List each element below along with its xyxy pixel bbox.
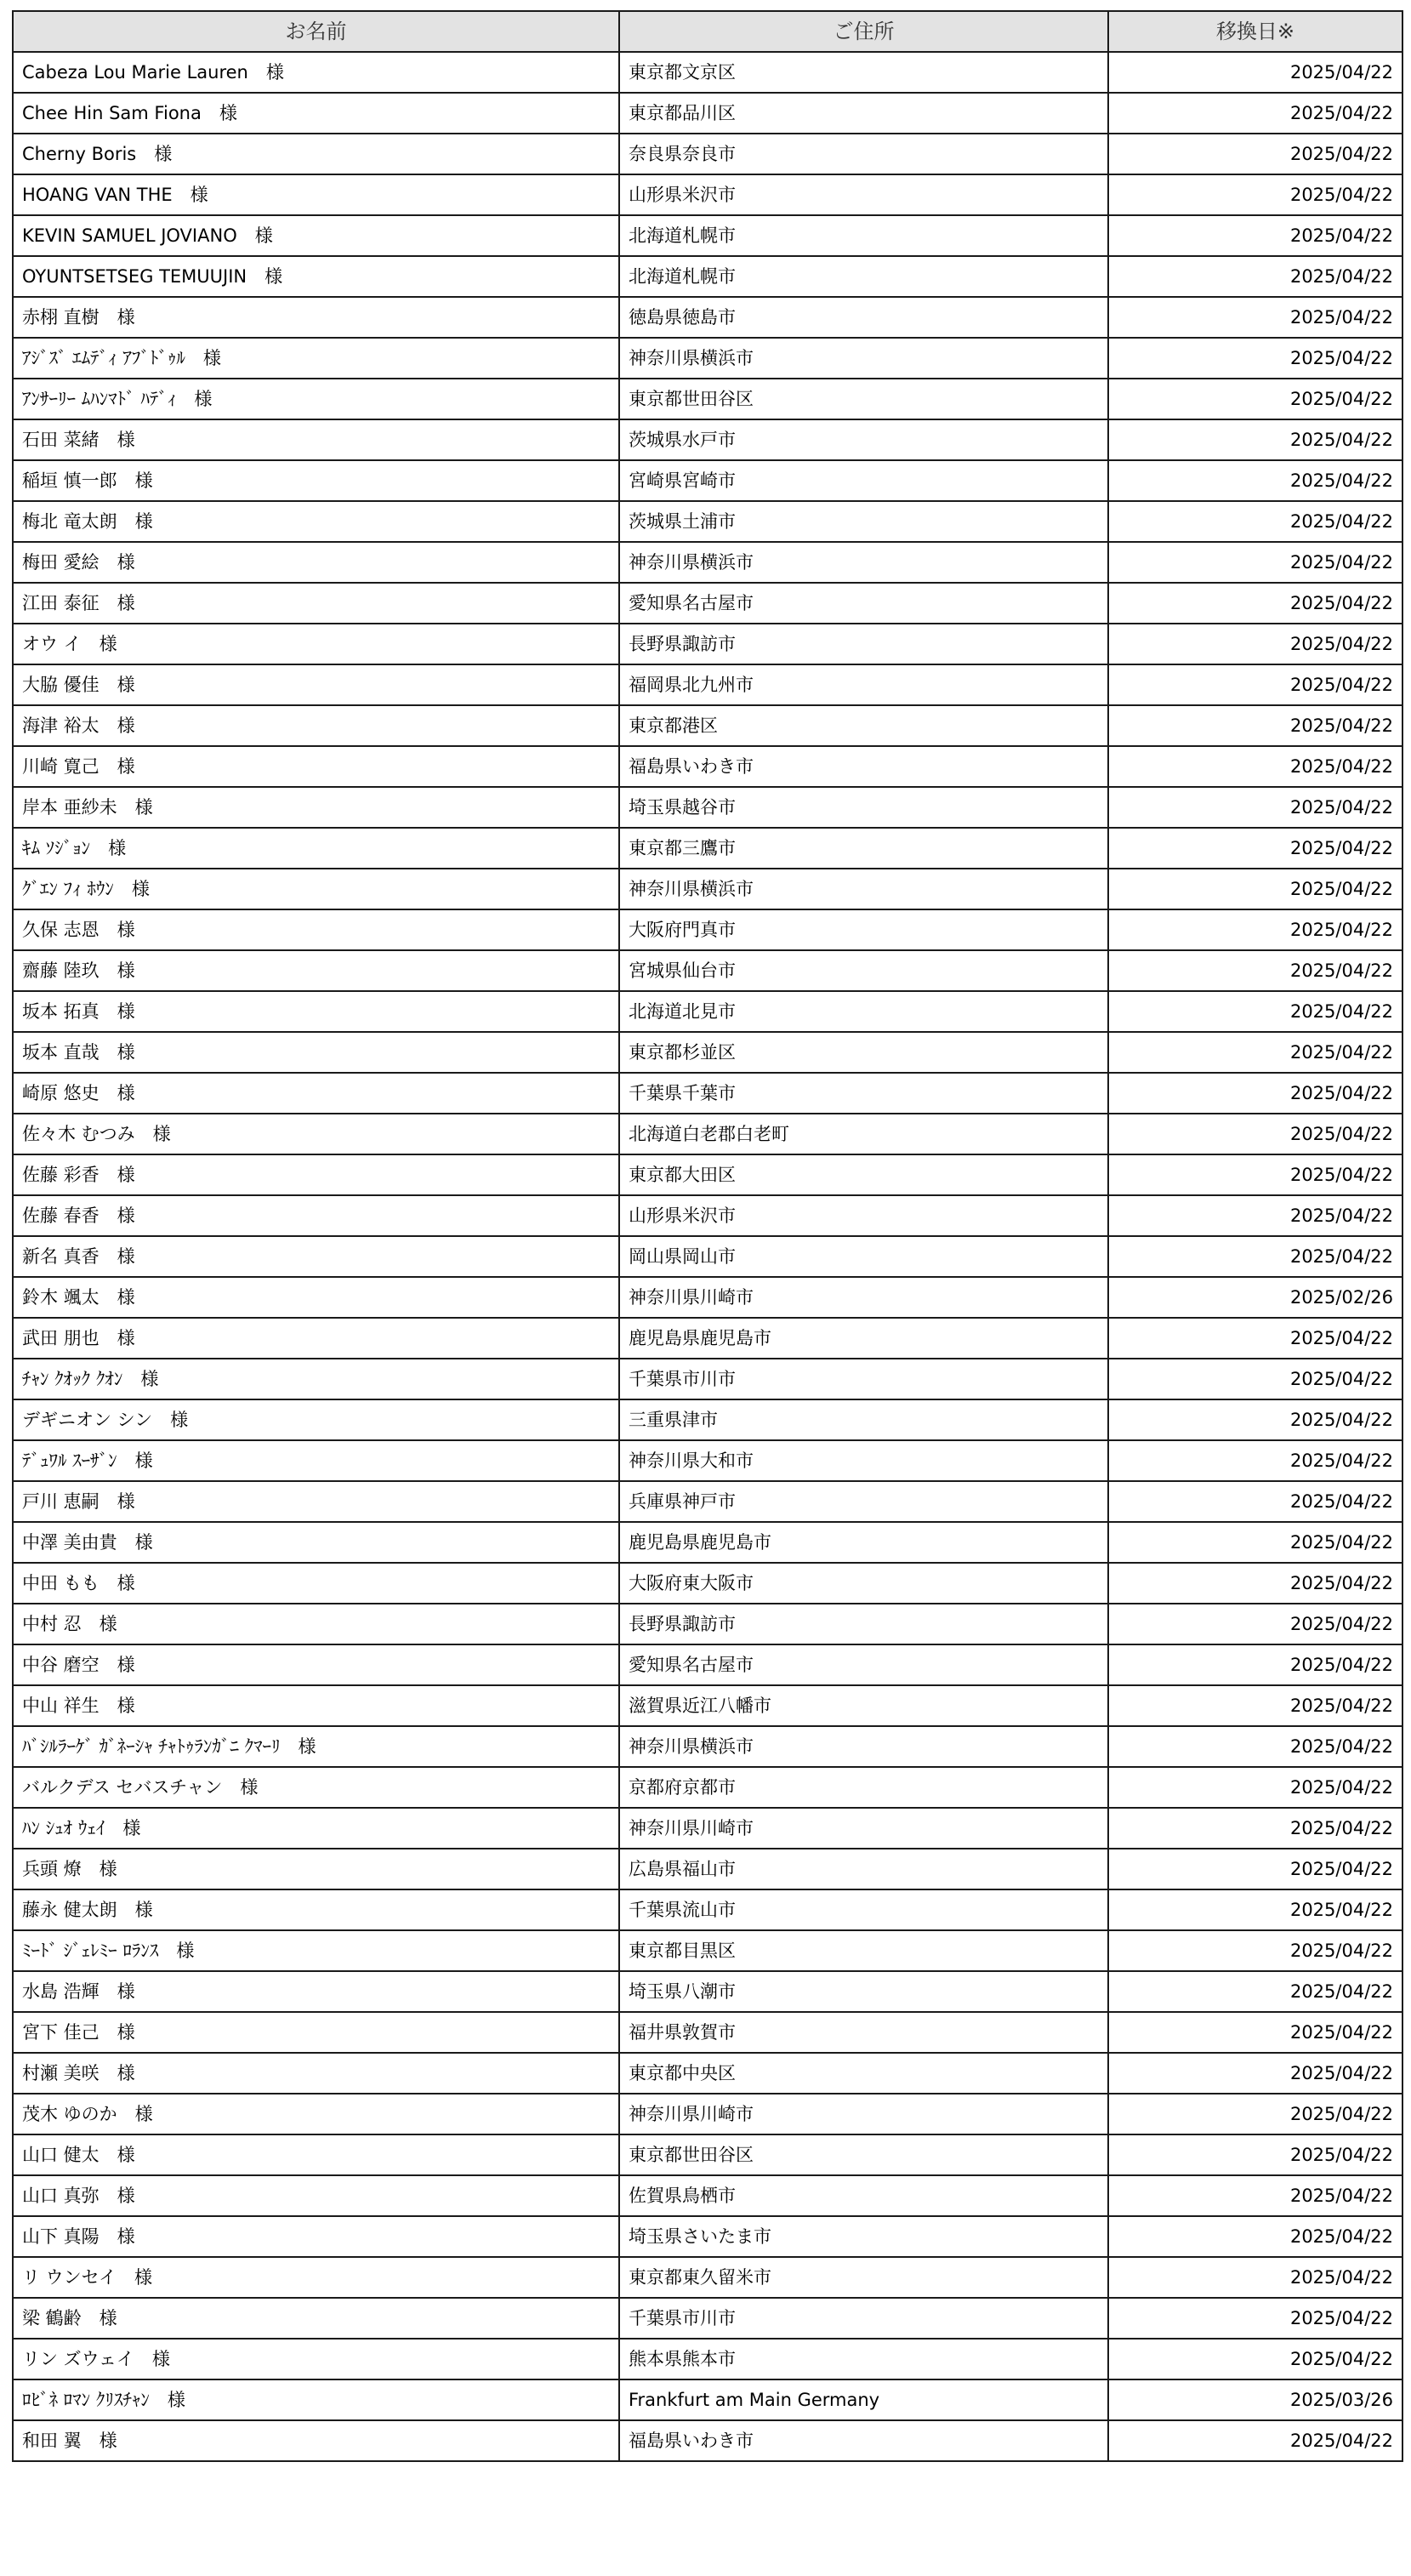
cell-name: 宮下 佳己 様 bbox=[13, 2012, 619, 2053]
cell-transfer-date: 2025/04/22 bbox=[1108, 705, 1402, 746]
cell-name: ｱｼﾞｽﾞ ｴﾑﾃﾞｨ ｱﾌﾞﾄﾞｩﾙ 様 bbox=[13, 338, 619, 379]
table-row bbox=[13, 1808, 1402, 1849]
cell-address: 北海道札幌市 bbox=[619, 256, 1108, 297]
cell-address: 滋賀県近江八幡市 bbox=[619, 1685, 1108, 1726]
cell-address: 茨城県水戸市 bbox=[619, 419, 1108, 460]
cell-name: 戸川 恵嗣 様 bbox=[13, 1481, 619, 1522]
cell-transfer-date: 2025/04/22 bbox=[1108, 1481, 1402, 1522]
cell-address: 東京都大田区 bbox=[619, 1154, 1108, 1195]
cell-transfer-date: 2025/04/22 bbox=[1108, 1563, 1402, 1604]
cell-transfer-date: 2025/04/22 bbox=[1108, 256, 1402, 297]
cell-name: OYUNTSETSEG TEMUUJIN 様 bbox=[13, 256, 619, 297]
table-row bbox=[13, 379, 1402, 419]
cell-transfer-date: 2025/04/22 bbox=[1108, 1236, 1402, 1277]
cell-name: 武田 朋也 様 bbox=[13, 1318, 619, 1359]
table-row bbox=[13, 1644, 1402, 1685]
cell-transfer-date: 2025/04/22 bbox=[1108, 2175, 1402, 2216]
cell-name: 山口 健太 様 bbox=[13, 2134, 619, 2175]
cell-transfer-date: 2025/04/22 bbox=[1108, 52, 1402, 93]
cell-transfer-date: 2025/04/22 bbox=[1108, 1318, 1402, 1359]
cell-name: 久保 志恩 様 bbox=[13, 909, 619, 950]
table-row bbox=[13, 1318, 1402, 1359]
cell-address: 東京都中央区 bbox=[619, 2053, 1108, 2094]
cell-name: ﾛﾋﾞﾈ ﾛﾏﾝ ｸﾘｽﾁｬﾝ 様 bbox=[13, 2379, 619, 2420]
cell-transfer-date: 2025/04/22 bbox=[1108, 1808, 1402, 1849]
cell-transfer-date: 2025/04/22 bbox=[1108, 379, 1402, 419]
table-row bbox=[13, 1767, 1402, 1808]
cell-address: 神奈川県横浜市 bbox=[619, 1726, 1108, 1767]
cell-name: ﾁｬﾝ ｸｵｯｸ ｸｵﾝ 様 bbox=[13, 1359, 619, 1399]
table-row bbox=[13, 1399, 1402, 1440]
cell-name: 梅田 愛絵 様 bbox=[13, 542, 619, 583]
cell-transfer-date: 2025/04/22 bbox=[1108, 2257, 1402, 2298]
cell-address: Frankfurt am Main Germany bbox=[619, 2379, 1108, 2420]
cell-name: 中村 忍 様 bbox=[13, 1604, 619, 1644]
table-row bbox=[13, 1154, 1402, 1195]
cell-name: ﾊﾝ ｼｭｵ ｳｪｲ 様 bbox=[13, 1808, 619, 1849]
cell-transfer-date: 2025/04/22 bbox=[1108, 787, 1402, 828]
cell-transfer-date: 2025/04/22 bbox=[1108, 134, 1402, 174]
cell-name: KEVIN SAMUEL JOVIANO 様 bbox=[13, 215, 619, 256]
cell-transfer-date: 2025/04/22 bbox=[1108, 338, 1402, 379]
cell-name: 海津 裕太 様 bbox=[13, 705, 619, 746]
cell-name: 佐藤 春香 様 bbox=[13, 1195, 619, 1236]
cell-transfer-date: 2025/04/22 bbox=[1108, 460, 1402, 501]
cell-transfer-date: 2025/04/22 bbox=[1108, 2420, 1402, 2461]
cell-transfer-date: 2025/04/22 bbox=[1108, 583, 1402, 624]
cell-address: 奈良県奈良市 bbox=[619, 134, 1108, 174]
table-row bbox=[13, 2134, 1402, 2175]
cell-name: ﾃﾞｭﾜﾙ ｽｰｻﾞﾝ 様 bbox=[13, 1440, 619, 1481]
cell-address: 東京都世田谷区 bbox=[619, 2134, 1108, 2175]
cell-name: HOANG VAN THE 様 bbox=[13, 174, 619, 215]
cell-address: 神奈川県横浜市 bbox=[619, 338, 1108, 379]
cell-transfer-date: 2025/04/22 bbox=[1108, 297, 1402, 338]
cell-address: 福島県いわき市 bbox=[619, 746, 1108, 787]
table-row bbox=[13, 1195, 1402, 1236]
table-row bbox=[13, 174, 1402, 215]
table-row bbox=[13, 828, 1402, 869]
table-row bbox=[13, 2094, 1402, 2134]
cell-transfer-date: 2025/04/22 bbox=[1108, 501, 1402, 542]
cell-transfer-date: 2025/04/22 bbox=[1108, 93, 1402, 134]
cell-transfer-date: 2025/04/22 bbox=[1108, 1154, 1402, 1195]
cell-transfer-date: 2025/04/22 bbox=[1108, 1971, 1402, 2012]
cell-address: 山形県米沢市 bbox=[619, 174, 1108, 215]
table-row bbox=[13, 1277, 1402, 1318]
table-row bbox=[13, 2379, 1402, 2420]
cell-name: 坂本 拓真 様 bbox=[13, 991, 619, 1032]
cell-transfer-date: 2025/04/22 bbox=[1108, 1685, 1402, 1726]
table-row bbox=[13, 1440, 1402, 1481]
cell-address: 千葉県流山市 bbox=[619, 1889, 1108, 1930]
table-row bbox=[13, 297, 1402, 338]
cell-address: 佐賀県鳥栖市 bbox=[619, 2175, 1108, 2216]
cell-address: 鹿児島県鹿児島市 bbox=[619, 1318, 1108, 1359]
table-row bbox=[13, 542, 1402, 583]
cell-transfer-date: 2025/04/22 bbox=[1108, 909, 1402, 950]
cell-transfer-date: 2025/04/22 bbox=[1108, 869, 1402, 909]
transfer-list-table bbox=[12, 10, 1403, 2462]
table-row bbox=[13, 134, 1402, 174]
cell-name: オウ イ 様 bbox=[13, 624, 619, 664]
table-row bbox=[13, 1726, 1402, 1767]
table-row bbox=[13, 2339, 1402, 2379]
cell-transfer-date: 2025/04/22 bbox=[1108, 746, 1402, 787]
cell-name: 村瀬 美咲 様 bbox=[13, 2053, 619, 2094]
cell-address: 愛知県名古屋市 bbox=[619, 583, 1108, 624]
table-row bbox=[13, 1522, 1402, 1563]
cell-address: 宮崎県宮崎市 bbox=[619, 460, 1108, 501]
cell-address: 岡山県岡山市 bbox=[619, 1236, 1108, 1277]
cell-address: 千葉県市川市 bbox=[619, 1359, 1108, 1399]
cell-name: 茂木 ゆのか 様 bbox=[13, 2094, 619, 2134]
cell-transfer-date: 2025/04/22 bbox=[1108, 624, 1402, 664]
cell-transfer-date: 2025/03/26 bbox=[1108, 2379, 1402, 2420]
cell-transfer-date: 2025/04/22 bbox=[1108, 1359, 1402, 1399]
table-row bbox=[13, 705, 1402, 746]
cell-name: ｸﾞｴﾝ ﾌｨ ﾎｳﾝ 様 bbox=[13, 869, 619, 909]
cell-name: 和田 翼 様 bbox=[13, 2420, 619, 2461]
table-row bbox=[13, 1359, 1402, 1399]
cell-address: 埼玉県越谷市 bbox=[619, 787, 1108, 828]
table-row bbox=[13, 93, 1402, 134]
cell-name: バルクデス セバスチャン 様 bbox=[13, 1767, 619, 1808]
cell-name: 中田 もも 様 bbox=[13, 1563, 619, 1604]
table-row bbox=[13, 950, 1402, 991]
table-row bbox=[13, 1114, 1402, 1154]
table-row bbox=[13, 215, 1402, 256]
cell-transfer-date: 2025/04/22 bbox=[1108, 174, 1402, 215]
cell-address: 神奈川県横浜市 bbox=[619, 542, 1108, 583]
cell-name: ﾐｰﾄﾞ ｼﾞｪﾚﾐｰ ﾛﾗﾝｽ 様 bbox=[13, 1930, 619, 1971]
header-name: お名前 bbox=[13, 11, 619, 52]
cell-address: 神奈川県大和市 bbox=[619, 1440, 1108, 1481]
cell-transfer-date: 2025/04/22 bbox=[1108, 1195, 1402, 1236]
cell-address: 東京都三鷹市 bbox=[619, 828, 1108, 869]
cell-transfer-date: 2025/04/22 bbox=[1108, 1726, 1402, 1767]
table-row bbox=[13, 419, 1402, 460]
cell-transfer-date: 2025/04/22 bbox=[1108, 1522, 1402, 1563]
cell-address: 兵庫県神戸市 bbox=[619, 1481, 1108, 1522]
cell-name: リン ズウェイ 様 bbox=[13, 2339, 619, 2379]
table-row bbox=[13, 624, 1402, 664]
cell-address: 神奈川県川崎市 bbox=[619, 1277, 1108, 1318]
cell-name: 齋藤 陸玖 様 bbox=[13, 950, 619, 991]
table-row bbox=[13, 52, 1402, 93]
cell-address: 山形県米沢市 bbox=[619, 1195, 1108, 1236]
cell-name: 中山 祥生 様 bbox=[13, 1685, 619, 1726]
cell-address: 京都府京都市 bbox=[619, 1767, 1108, 1808]
cell-name: ﾊﾞｼﾙﾗｰｹﾞ ｶﾞﾈｰｼｬ ﾁｬﾄｩﾗﾝｶﾞﾆ ｸﾏｰﾘ 様 bbox=[13, 1726, 619, 1767]
cell-name: Cabeza Lou Marie Lauren 様 bbox=[13, 52, 619, 93]
cell-address: 埼玉県八潮市 bbox=[619, 1971, 1108, 2012]
cell-address: 東京都杉並区 bbox=[619, 1032, 1108, 1073]
table-row bbox=[13, 2216, 1402, 2257]
cell-address: 広島県福山市 bbox=[619, 1849, 1108, 1889]
cell-address: 徳島県徳島市 bbox=[619, 297, 1108, 338]
cell-transfer-date: 2025/04/22 bbox=[1108, 1604, 1402, 1644]
cell-address: 大阪府門真市 bbox=[619, 909, 1108, 950]
cell-address: 長野県諏訪市 bbox=[619, 1604, 1108, 1644]
cell-transfer-date: 2025/04/22 bbox=[1108, 1767, 1402, 1808]
cell-transfer-date: 2025/04/22 bbox=[1108, 2134, 1402, 2175]
cell-address: 北海道白老郡白老町 bbox=[619, 1114, 1108, 1154]
table-row bbox=[13, 869, 1402, 909]
table-row bbox=[13, 991, 1402, 1032]
cell-transfer-date: 2025/04/22 bbox=[1108, 2012, 1402, 2053]
cell-address: 福岡県北九州市 bbox=[619, 664, 1108, 705]
table-header bbox=[13, 11, 1402, 52]
table-row bbox=[13, 1604, 1402, 1644]
table-row bbox=[13, 1930, 1402, 1971]
table-row bbox=[13, 2012, 1402, 2053]
table-row bbox=[13, 460, 1402, 501]
cell-address: 神奈川県横浜市 bbox=[619, 869, 1108, 909]
cell-address: 神奈川県川崎市 bbox=[619, 1808, 1108, 1849]
table-row bbox=[13, 2257, 1402, 2298]
cell-transfer-date: 2025/04/22 bbox=[1108, 542, 1402, 583]
table-row bbox=[13, 1032, 1402, 1073]
cell-name: 坂本 直哉 様 bbox=[13, 1032, 619, 1073]
table-row bbox=[13, 1685, 1402, 1726]
cell-name: 佐藤 彩香 様 bbox=[13, 1154, 619, 1195]
cell-name: 山下 真陽 様 bbox=[13, 2216, 619, 2257]
cell-transfer-date: 2025/04/22 bbox=[1108, 2339, 1402, 2379]
cell-name: 水島 浩輝 様 bbox=[13, 1971, 619, 2012]
table-row bbox=[13, 1889, 1402, 1930]
cell-address: 千葉県千葉市 bbox=[619, 1073, 1108, 1114]
cell-transfer-date: 2025/04/22 bbox=[1108, 664, 1402, 705]
cell-transfer-date: 2025/04/22 bbox=[1108, 1849, 1402, 1889]
cell-address: 福島県いわき市 bbox=[619, 2420, 1108, 2461]
cell-transfer-date: 2025/04/22 bbox=[1108, 1399, 1402, 1440]
table-row bbox=[13, 2175, 1402, 2216]
table-row bbox=[13, 2053, 1402, 2094]
cell-address: 東京都世田谷区 bbox=[619, 379, 1108, 419]
cell-name: 梅北 竜太朗 様 bbox=[13, 501, 619, 542]
cell-name: 江田 泰征 様 bbox=[13, 583, 619, 624]
cell-transfer-date: 2025/04/22 bbox=[1108, 950, 1402, 991]
cell-address: 東京都港区 bbox=[619, 705, 1108, 746]
cell-address: 愛知県名古屋市 bbox=[619, 1644, 1108, 1685]
cell-transfer-date: 2025/04/22 bbox=[1108, 1440, 1402, 1481]
cell-transfer-date: 2025/02/26 bbox=[1108, 1277, 1402, 1318]
cell-address: 北海道北見市 bbox=[619, 991, 1108, 1032]
cell-transfer-date: 2025/04/22 bbox=[1108, 1073, 1402, 1114]
cell-transfer-date: 2025/04/22 bbox=[1108, 1032, 1402, 1073]
cell-transfer-date: 2025/04/22 bbox=[1108, 991, 1402, 1032]
table-row bbox=[13, 256, 1402, 297]
cell-transfer-date: 2025/04/22 bbox=[1108, 419, 1402, 460]
cell-name: 藤永 健太朗 様 bbox=[13, 1889, 619, 1930]
cell-transfer-date: 2025/04/22 bbox=[1108, 828, 1402, 869]
table-row bbox=[13, 2298, 1402, 2339]
cell-address: 宮城県仙台市 bbox=[619, 950, 1108, 991]
cell-address: 東京都品川区 bbox=[619, 93, 1108, 134]
table-row bbox=[13, 1563, 1402, 1604]
cell-name: 稲垣 慎一郎 様 bbox=[13, 460, 619, 501]
cell-name: デギニオン シン 様 bbox=[13, 1399, 619, 1440]
cell-transfer-date: 2025/04/22 bbox=[1108, 1114, 1402, 1154]
cell-name: 兵頭 燎 様 bbox=[13, 1849, 619, 1889]
table-row bbox=[13, 1236, 1402, 1277]
cell-name: Cherny Boris 様 bbox=[13, 134, 619, 174]
cell-name: 佐々木 むつみ 様 bbox=[13, 1114, 619, 1154]
table-row bbox=[13, 501, 1402, 542]
cell-address: 千葉県市川市 bbox=[619, 2298, 1108, 2339]
cell-name: 新名 真香 様 bbox=[13, 1236, 619, 1277]
cell-address: 東京都東久留米市 bbox=[619, 2257, 1108, 2298]
cell-name: 中谷 磨空 様 bbox=[13, 1644, 619, 1685]
cell-address: 神奈川県川崎市 bbox=[619, 2094, 1108, 2134]
cell-name: 梁 鶴齢 様 bbox=[13, 2298, 619, 2339]
table-row bbox=[13, 583, 1402, 624]
cell-transfer-date: 2025/04/22 bbox=[1108, 1644, 1402, 1685]
table-row bbox=[13, 1849, 1402, 1889]
table-row bbox=[13, 909, 1402, 950]
cell-name: ｱﾝｻｰﾘｰ ﾑﾊﾝﾏﾄﾞ ﾊﾃﾞｨ 様 bbox=[13, 379, 619, 419]
cell-address: 熊本県熊本市 bbox=[619, 2339, 1108, 2379]
header-address: ご住所 bbox=[619, 11, 1108, 52]
cell-transfer-date: 2025/04/22 bbox=[1108, 2216, 1402, 2257]
table-row bbox=[13, 1073, 1402, 1114]
cell-transfer-date: 2025/04/22 bbox=[1108, 2298, 1402, 2339]
cell-name: 岸本 亜紗未 様 bbox=[13, 787, 619, 828]
header-row bbox=[13, 11, 1402, 52]
cell-name: リ ウンセイ 様 bbox=[13, 2257, 619, 2298]
cell-name: 大脇 優佳 様 bbox=[13, 664, 619, 705]
cell-address: 東京都文京区 bbox=[619, 52, 1108, 93]
cell-transfer-date: 2025/04/22 bbox=[1108, 2053, 1402, 2094]
cell-transfer-date: 2025/04/22 bbox=[1108, 1930, 1402, 1971]
table-row bbox=[13, 746, 1402, 787]
cell-name: ｷﾑ ｿｼﾞｮﾝ 様 bbox=[13, 828, 619, 869]
cell-address: 鹿児島県鹿児島市 bbox=[619, 1522, 1108, 1563]
cell-address: 茨城県土浦市 bbox=[619, 501, 1108, 542]
cell-name: 山口 真弥 様 bbox=[13, 2175, 619, 2216]
cell-address: 大阪府東大阪市 bbox=[619, 1563, 1108, 1604]
table-body bbox=[13, 52, 1402, 2461]
table-row bbox=[13, 1971, 1402, 2012]
cell-name: 石田 菜緒 様 bbox=[13, 419, 619, 460]
cell-name: 崎原 悠史 様 bbox=[13, 1073, 619, 1114]
cell-name: Chee Hin Sam Fiona 様 bbox=[13, 93, 619, 134]
cell-address: 長野県諏訪市 bbox=[619, 624, 1108, 664]
cell-address: 三重県津市 bbox=[619, 1399, 1108, 1440]
cell-transfer-date: 2025/04/22 bbox=[1108, 215, 1402, 256]
table-row bbox=[13, 787, 1402, 828]
table-row bbox=[13, 338, 1402, 379]
cell-address: 東京都目黒区 bbox=[619, 1930, 1108, 1971]
cell-address: 福井県敦賀市 bbox=[619, 2012, 1108, 2053]
cell-name: 鈴木 颯太 様 bbox=[13, 1277, 619, 1318]
header-transfer-date: 移換日※ bbox=[1108, 11, 1402, 52]
table-row bbox=[13, 1481, 1402, 1522]
cell-address: 埼玉県さいたま市 bbox=[619, 2216, 1108, 2257]
cell-name: 赤栩 直樹 様 bbox=[13, 297, 619, 338]
cell-name: 川崎 寛己 様 bbox=[13, 746, 619, 787]
cell-name: 中澤 美由貴 様 bbox=[13, 1522, 619, 1563]
cell-address: 北海道札幌市 bbox=[619, 215, 1108, 256]
cell-transfer-date: 2025/04/22 bbox=[1108, 1889, 1402, 1930]
cell-transfer-date: 2025/04/22 bbox=[1108, 2094, 1402, 2134]
table-row bbox=[13, 664, 1402, 705]
table-row bbox=[13, 2420, 1402, 2461]
